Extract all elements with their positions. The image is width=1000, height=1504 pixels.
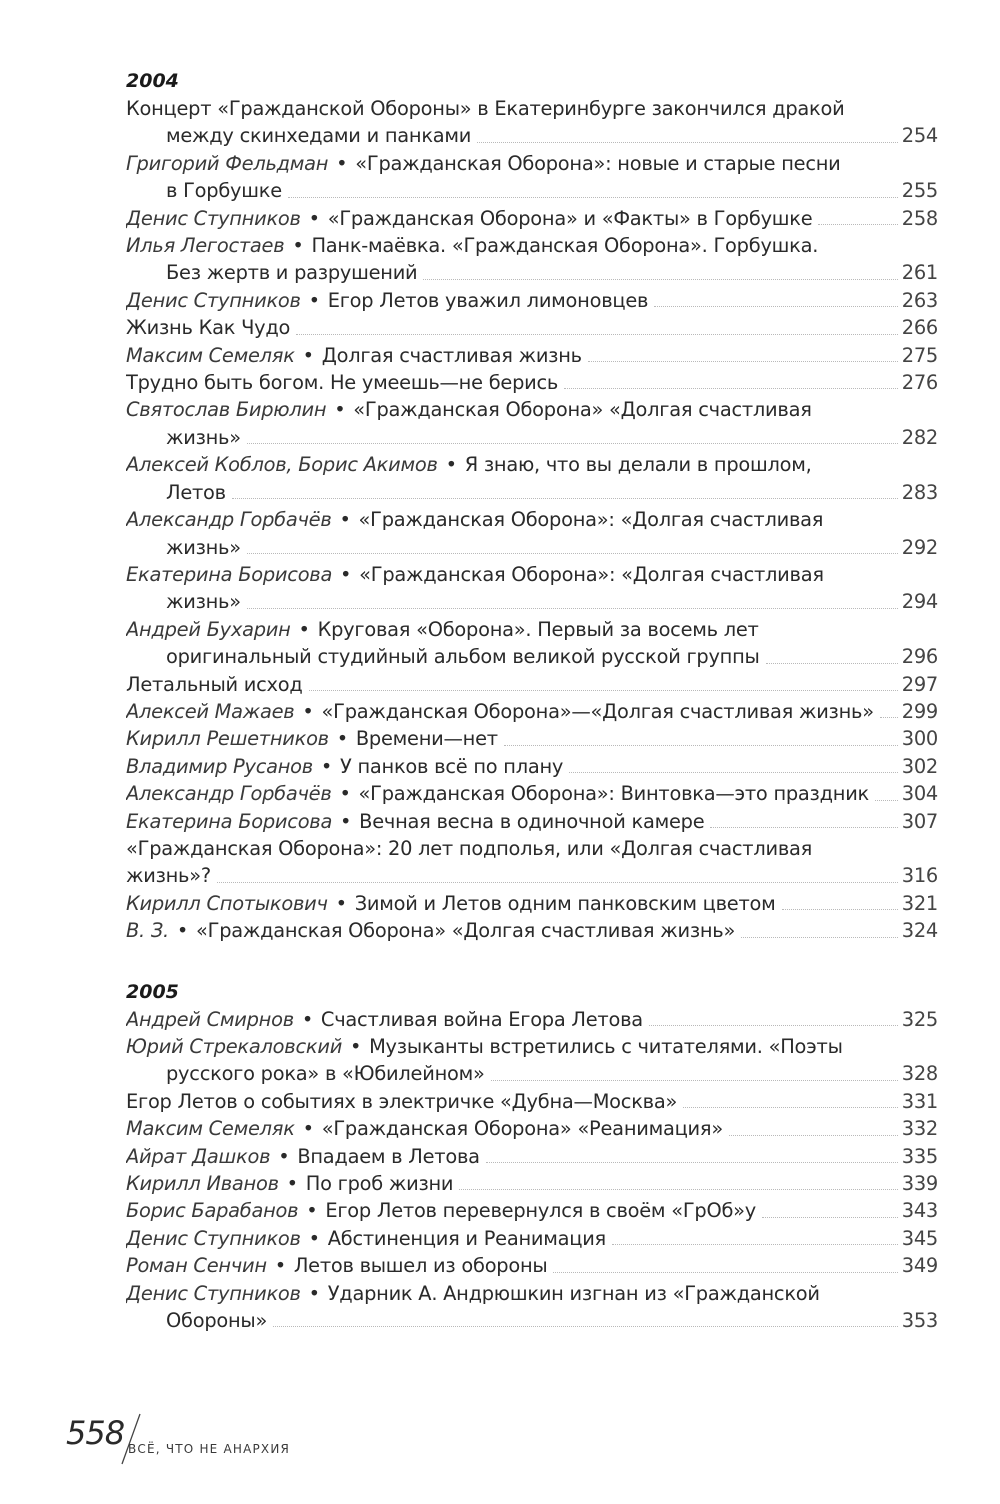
entry-last-line	[126, 479, 938, 506]
entry-page-number: 263	[901, 288, 938, 312]
bullet-separator-icon: •	[280, 1172, 304, 1196]
entry-last-line	[126, 177, 938, 204]
leader-dots	[875, 780, 898, 800]
entry-title-line2	[126, 917, 735, 944]
bullet-separator-icon: •	[302, 206, 326, 230]
entry-page-number: 254	[901, 124, 938, 148]
leader-dots	[649, 1006, 898, 1026]
entry-title-line2	[126, 862, 211, 889]
entry-page-number: 304	[901, 782, 938, 806]
leader-dots	[683, 1088, 898, 1108]
entry-page-number: 353	[901, 1309, 938, 1333]
entry-title-line2	[126, 698, 874, 725]
toc-entry[interactable]	[126, 506, 938, 561]
leader-dots	[564, 369, 898, 389]
leader-dots	[504, 725, 898, 745]
entry-page-number: 261	[901, 261, 938, 285]
entry-title-line2	[126, 1088, 677, 1115]
leader-dots	[477, 122, 898, 142]
bullet-separator-icon: •	[330, 151, 354, 175]
entry-last-line	[126, 1060, 938, 1087]
entry-author: В. З.	[126, 919, 169, 943]
toc-entry[interactable]	[126, 835, 938, 890]
entry-title-line2	[126, 287, 648, 314]
leader-dots	[766, 643, 898, 663]
toc-entry[interactable]	[126, 205, 938, 232]
toc-entry[interactable]	[126, 1006, 938, 1033]
entry-last-line	[126, 890, 938, 917]
entry-title: «Гражданская Оборона»—«Долгая счастливая жизнь»	[321, 699, 874, 723]
leader-dots	[880, 698, 898, 718]
toc-entry[interactable]	[126, 287, 938, 314]
entry-title: Летов	[166, 480, 226, 504]
toc-entry[interactable]	[126, 369, 938, 396]
toc-entry[interactable]	[126, 1197, 938, 1224]
entry-last-line	[126, 588, 938, 615]
entry-page-number: 302	[901, 754, 938, 778]
entry-last-line	[126, 1006, 938, 1033]
entry-author: Владимир Русанов	[126, 754, 313, 778]
entry-author: Кирилл Спотыкович	[126, 891, 328, 915]
entry-title: Зимой и Летов одним панковским цветом	[354, 891, 776, 915]
entry-title-line2	[126, 369, 558, 396]
entry-author: Денис Ступников	[126, 206, 301, 230]
entry-page-number: 332	[901, 1117, 938, 1141]
leader-dots	[296, 314, 898, 334]
entry-author: Александр Горбачёв	[126, 782, 332, 806]
bullet-separator-icon: •	[296, 343, 320, 367]
entry-title-line2	[166, 424, 241, 451]
entry-title: Летов вышел из обороны	[293, 1254, 548, 1278]
entry-title: Жизнь Как Чудо	[126, 316, 291, 340]
entry-title-line2	[126, 753, 563, 780]
entry-title: жизнь»	[166, 590, 241, 614]
bullet-separator-icon: •	[330, 727, 354, 751]
entry-page-number: 321	[901, 891, 938, 915]
entry-first-line	[126, 451, 886, 478]
entry-author: Александр Горбачёв	[126, 508, 332, 532]
toc-entry[interactable]	[126, 1170, 938, 1197]
entry-title-line2	[166, 1307, 267, 1334]
entry-page-number: 255	[901, 179, 938, 203]
entry-title-line2	[166, 122, 471, 149]
leader-dots	[247, 588, 898, 608]
bullet-separator-icon: •	[328, 398, 352, 422]
leader-dots	[741, 917, 898, 937]
entry-last-line	[126, 1225, 938, 1252]
entry-title: жизнь»	[166, 425, 241, 449]
entry-page-number: 276	[901, 371, 938, 395]
toc-entry[interactable]	[126, 917, 938, 944]
entry-title: русского рока» в «Юбилейном»	[166, 1062, 485, 1086]
entry-title-line2	[126, 1197, 756, 1224]
entry-title-line2	[166, 479, 226, 506]
toc-entry[interactable]	[126, 1088, 938, 1115]
toc-entry[interactable]	[126, 1143, 938, 1170]
entry-author: Екатерина Борисова	[126, 809, 333, 833]
entry-title: Егор Летов уважил лимоновцев	[327, 288, 649, 312]
page-footer	[66, 1410, 466, 1470]
entry-last-line	[126, 725, 938, 752]
leader-dots	[232, 479, 898, 499]
bullet-separator-icon: •	[302, 1226, 326, 1250]
entry-author: Кирилл Иванов	[126, 1172, 279, 1196]
entry-author: Алексей Мажаев	[126, 699, 295, 723]
leader-dots	[569, 753, 898, 773]
entry-last-line	[126, 534, 938, 561]
entry-last-line	[126, 205, 938, 232]
leader-dots	[612, 1225, 898, 1245]
leader-dots	[491, 1060, 898, 1080]
entry-title-line2	[126, 780, 869, 807]
entry-title: Вечная весна в одиночной камере	[359, 809, 705, 833]
leader-dots	[459, 1170, 897, 1190]
slash-divider-icon	[120, 1410, 142, 1466]
toc-entry[interactable]	[126, 753, 938, 780]
entry-title-line1: «Гражданская Оборона»: новые и старые песни	[355, 151, 841, 175]
leader-dots	[729, 1115, 898, 1135]
leader-dots	[818, 205, 897, 225]
entry-title: Егор Летов перевернулся в своём «ГрОб»у	[325, 1199, 757, 1223]
bullet-separator-icon: •	[296, 1117, 320, 1141]
entry-last-line	[126, 753, 938, 780]
entry-title-line2	[166, 588, 241, 615]
leader-dots	[288, 177, 898, 197]
toc-entry[interactable]	[126, 342, 938, 369]
toc-entry[interactable]	[126, 671, 938, 698]
entry-first-line	[126, 150, 886, 177]
entry-page-number: 316	[901, 864, 938, 888]
entry-page-number: 292	[901, 535, 938, 559]
entry-title: оригинальный студийный альбом великой русской группы	[166, 645, 760, 669]
toc-entry[interactable]	[126, 725, 938, 752]
leader-dots	[247, 534, 898, 554]
entry-first-line	[126, 616, 886, 643]
entry-author: Алексей Коблов, Борис Акимов	[126, 453, 438, 477]
entry-page-number: 324	[901, 919, 938, 943]
entry-title-line1: Круговая «Оборона». Первый за восемь лет	[317, 617, 759, 641]
entry-author: Айрат Дашков	[126, 1144, 271, 1168]
entry-page-number: 283	[901, 480, 938, 504]
entry-title-line1: «Гражданская Оборона»: «Долгая счастливая	[359, 562, 824, 586]
entry-author: Борис Барабанов	[126, 1199, 299, 1223]
table-of-contents	[126, 60, 938, 1334]
entry-title-line2	[126, 1170, 453, 1197]
toc-entry[interactable]	[126, 1225, 938, 1252]
entry-title-line2	[126, 1225, 606, 1252]
entry-author: Кирилл Решетников	[126, 727, 329, 751]
entry-author: Андрей Бухарин	[126, 617, 291, 641]
entry-last-line	[126, 808, 938, 835]
entry-title: Впадаем в Летова	[297, 1144, 480, 1168]
leader-dots	[710, 808, 897, 828]
toc-entry[interactable]	[126, 780, 938, 807]
bullet-separator-icon: •	[272, 1144, 296, 1168]
toc-entry[interactable]	[126, 451, 938, 506]
leader-dots	[588, 342, 898, 362]
bullet-separator-icon: •	[302, 288, 326, 312]
entry-title: Егор Летов о событиях в электричке «Дубна—Москва»	[126, 1089, 678, 1113]
entry-title: жизнь»?	[126, 864, 211, 888]
bullet-separator-icon: •	[268, 1254, 292, 1278]
entry-page-number: 296	[901, 645, 938, 669]
leader-dots	[486, 1143, 898, 1163]
entry-title-line2	[126, 1006, 643, 1033]
entry-page-number: 299	[901, 699, 938, 723]
entry-title-line1: Музыканты встретились с читателями. «Поэты	[369, 1035, 843, 1058]
entry-author: Роман Сенчин	[126, 1254, 267, 1278]
entry-page-number: 300	[901, 727, 938, 751]
entry-last-line	[126, 1143, 938, 1170]
leader-dots	[762, 1197, 898, 1217]
running-head: ВСЁ, ЧТО НЕ АНАРХИЯ	[128, 1442, 291, 1456]
entry-last-line	[126, 671, 938, 698]
entry-title-line2	[166, 643, 760, 670]
entry-title-line2	[126, 314, 290, 341]
entry-page-number: 339	[901, 1172, 938, 1196]
entry-page-number: 328	[901, 1062, 938, 1086]
entry-title-line1: Ударник А. Андрюшкин изгнан из «Гражданской	[327, 1281, 820, 1305]
entry-last-line	[126, 424, 938, 451]
entry-page-number: 331	[901, 1089, 938, 1113]
entry-title: «Гражданская Оборона» «Реанимация»	[321, 1117, 723, 1141]
entry-title-line1: «Гражданская Оборона» «Долгая счастливая	[353, 398, 812, 422]
entry-author: Денис Ступников	[126, 1281, 301, 1305]
leader-dots	[553, 1252, 897, 1272]
bullet-separator-icon: •	[439, 453, 463, 477]
entry-title-line2	[126, 890, 776, 917]
entry-first-line	[126, 1280, 886, 1307]
entry-last-line	[126, 780, 938, 807]
entry-author: Андрей Смирнов	[126, 1007, 294, 1031]
section-year-heading: 2005	[126, 980, 179, 1003]
toc-entry[interactable]	[126, 1280, 938, 1335]
toc-entry[interactable]	[126, 698, 938, 725]
leader-dots	[217, 862, 898, 882]
entry-title: Обороны»	[166, 1309, 268, 1333]
entry-title: «Гражданская Оборона»: Винтовка—это праздник	[358, 782, 870, 806]
toc-section	[126, 68, 938, 945]
entry-title: «Гражданская Оборона» «Долгая счастливая жизнь»	[196, 919, 736, 943]
entry-author: Денис Ступников	[126, 288, 301, 312]
entry-title-line2	[126, 808, 704, 835]
bullet-separator-icon: •	[334, 562, 358, 586]
toc-entry[interactable]	[126, 808, 938, 835]
entry-last-line	[126, 342, 938, 369]
entry-page-number: 345	[901, 1226, 938, 1250]
bullet-separator-icon: •	[344, 1035, 368, 1058]
entry-title-line1: Концерт «Гражданской Обороны» в Екатеринбурге закончился дракой	[126, 97, 845, 120]
bullet-separator-icon: •	[302, 1281, 326, 1305]
toc-section	[126, 979, 938, 1335]
entry-first-line	[126, 95, 886, 122]
entry-title: между скинхедами и панками	[166, 124, 472, 148]
entry-title-line2	[126, 1115, 723, 1142]
toc-entry[interactable]	[126, 1033, 938, 1088]
bullet-separator-icon: •	[333, 782, 357, 806]
toc-entry[interactable]	[126, 1115, 938, 1142]
page-number: 558	[66, 1414, 125, 1452]
entry-first-line	[126, 396, 886, 423]
entry-author: Юрий Стрекаловский	[126, 1035, 343, 1058]
bullet-separator-icon: •	[170, 919, 194, 943]
section-year-heading: 2004	[126, 70, 179, 92]
toc-entry[interactable]	[126, 616, 938, 671]
entry-title-line2	[126, 671, 303, 698]
bullet-separator-icon: •	[334, 809, 358, 833]
entry-author: Максим Семеляк	[126, 343, 295, 367]
entry-title-line2	[126, 725, 498, 752]
toc-entry[interactable]	[126, 561, 938, 616]
entry-title-line1: Панк-маёвка. «Гражданская Оборона». Горбушка.	[311, 234, 819, 258]
entry-title-line2	[126, 342, 582, 369]
toc-entry[interactable]	[126, 232, 938, 287]
entry-page-number: 325	[901, 1007, 938, 1031]
entry-page-number: 297	[901, 672, 938, 696]
entry-page-number: 294	[901, 590, 938, 614]
entry-author: Екатерина Борисова	[126, 562, 333, 586]
entry-title-line1: Я знаю, что вы делали в прошлом,	[464, 453, 812, 477]
entry-first-line	[126, 232, 886, 259]
entry-page-number: 275	[901, 343, 938, 367]
leader-dots	[247, 424, 898, 444]
entry-title: жизнь»	[166, 535, 241, 559]
entry-page-number: 258	[901, 206, 938, 230]
entry-title: Летальный исход	[126, 672, 303, 696]
entry-title: Без жертв и разрушений	[166, 261, 418, 285]
entry-title: Трудно быть богом. Не умеешь—не берись	[126, 371, 559, 395]
bullet-separator-icon: •	[296, 699, 320, 723]
bullet-separator-icon: •	[295, 1007, 319, 1031]
entry-page-number: 307	[901, 809, 938, 833]
entry-page-number: 282	[901, 425, 938, 449]
leader-dots	[782, 890, 898, 910]
bullet-separator-icon: •	[300, 1199, 324, 1223]
leader-dots	[309, 671, 898, 691]
entry-author: Святослав Бирюлин	[126, 398, 327, 422]
toc-entry[interactable]	[126, 314, 938, 341]
entry-title-line2	[126, 1143, 480, 1170]
entry-page-number: 343	[901, 1199, 938, 1223]
entry-last-line	[126, 643, 938, 670]
toc-entry[interactable]	[126, 1252, 938, 1279]
entry-last-line	[126, 259, 938, 286]
bullet-separator-icon: •	[333, 508, 357, 532]
entry-title-line2	[126, 205, 812, 232]
entry-first-line	[126, 1033, 886, 1060]
entry-last-line	[126, 1307, 938, 1334]
entry-last-line	[126, 369, 938, 396]
bullet-separator-icon: •	[329, 891, 353, 915]
entry-first-line	[126, 506, 886, 533]
entry-page-number: 266	[901, 316, 938, 340]
entry-title-line2	[166, 1060, 485, 1087]
entry-title: Счастливая война Егора Летова	[320, 1007, 643, 1031]
entry-last-line	[126, 1197, 938, 1224]
entry-last-line	[126, 287, 938, 314]
entry-title-line1: «Гражданская Оборона»: 20 лет подполья, или «Долгая счастливая	[126, 836, 813, 860]
entry-title: Абстиненция и Реанимация	[327, 1226, 606, 1250]
entry-author: Максим Семеляк	[126, 1117, 295, 1141]
entry-title-line1: «Гражданская Оборона»: «Долгая счастливая	[358, 508, 824, 532]
entry-title: Долгая счастливая жизнь	[321, 343, 582, 367]
entry-last-line	[126, 1252, 938, 1279]
bullet-separator-icon: •	[314, 754, 338, 778]
toc-entry[interactable]	[126, 396, 938, 451]
bullet-separator-icon: •	[286, 234, 310, 258]
entry-author: Григорий Фельдман	[126, 151, 329, 175]
entry-title: У панков всё по плану	[340, 754, 564, 778]
entry-first-line	[126, 561, 886, 588]
entry-last-line	[126, 698, 938, 725]
entry-page-number: 349	[901, 1254, 938, 1278]
toc-entry[interactable]	[126, 890, 938, 917]
leader-dots	[273, 1307, 898, 1327]
entry-author: Денис Ступников	[126, 1226, 301, 1250]
entry-title-line2	[166, 534, 241, 561]
entry-title: «Гражданская Оборона» и «Факты» в Горбушке	[327, 206, 813, 230]
leader-dots	[423, 259, 897, 279]
entry-first-line	[126, 835, 886, 862]
entry-title-line2	[166, 259, 417, 286]
entry-page-number: 335	[901, 1144, 938, 1168]
entry-title: По гроб жизни	[305, 1172, 454, 1196]
entry-author: Илья Легостаев	[126, 234, 285, 258]
entry-title: Времени—нет	[355, 727, 498, 751]
entry-last-line	[126, 1170, 938, 1197]
entry-last-line	[126, 1115, 938, 1142]
entry-title-line2	[166, 177, 282, 204]
toc-entry[interactable]	[126, 95, 938, 150]
entry-last-line	[126, 917, 938, 944]
entry-title: в Горбушке	[166, 179, 282, 203]
entry-last-line	[126, 314, 938, 341]
entry-last-line	[126, 1088, 938, 1115]
entry-title-line2	[126, 1252, 547, 1279]
bullet-separator-icon: •	[292, 617, 316, 641]
entry-last-line	[126, 122, 938, 149]
entry-last-line	[126, 862, 938, 889]
toc-entry[interactable]	[126, 150, 938, 205]
leader-dots	[654, 287, 898, 307]
